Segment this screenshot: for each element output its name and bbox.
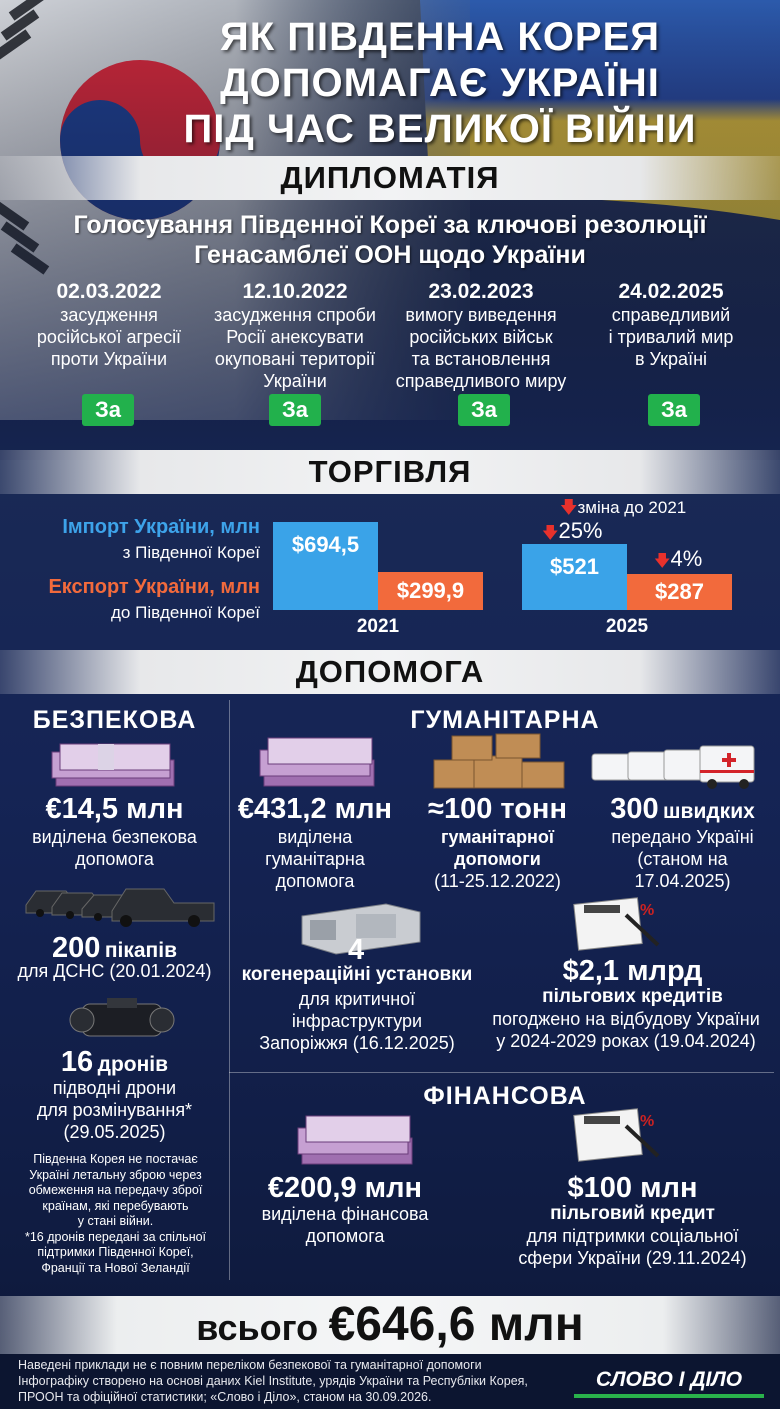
note-line: Україні летальну зброю через [29, 1167, 202, 1182]
diplomacy-subtitle [40, 210, 740, 270]
cogen-num: 4 [348, 934, 365, 966]
trade-heading: ТОРГІВЛЯ [308, 454, 472, 489]
diplomacy-heading: ДИПЛОМАТІЯ [280, 160, 500, 195]
export-sub: до Південної Кореї [111, 603, 260, 622]
vote-badge: За [82, 394, 134, 426]
import-bar [522, 544, 627, 610]
cardboard-boxes-icon [430, 730, 570, 792]
total-prefix: всього [196, 1307, 319, 1348]
vote-badge: За [269, 394, 321, 426]
vote-column [200, 280, 390, 392]
desc-line: допомоги [454, 849, 541, 869]
export-bar [627, 574, 732, 610]
credit-desc [490, 1225, 775, 1269]
diplomacy-subtitle-line: Голосування Південної Кореї за ключові резолюції [73, 211, 707, 239]
down-arrow-icon: 🡇 [560, 498, 578, 517]
vote-column [14, 280, 204, 370]
aid-heading-band [0, 650, 780, 694]
desc-line: 17.04.2025) [634, 871, 731, 891]
humanitarian-tons: ≈100 тонн [428, 793, 567, 825]
underwater-drone-icon [62, 990, 182, 1050]
security-amount-desc [0, 826, 229, 870]
desc-line: для підтримки соціальної [526, 1226, 739, 1246]
export-bar [378, 572, 483, 610]
desc-line: для критичної [298, 989, 416, 1009]
vote-badge: За [458, 394, 510, 426]
desc-line: допомога [305, 1226, 385, 1246]
drones-word: дронів [97, 1053, 169, 1076]
loans-bold: пільгових кредитів [542, 986, 723, 1007]
money-stack-icon [50, 742, 180, 790]
ambulances [590, 793, 775, 825]
footer-sources [18, 1357, 558, 1405]
vote-desc-line: вимогу виведення [405, 305, 557, 325]
import-change [542, 518, 603, 549]
footer [0, 1354, 780, 1409]
diplomacy-heading-band [0, 156, 780, 200]
vote-date: 24.02.2025 [618, 280, 724, 303]
note-line: у стані війни. [77, 1214, 154, 1228]
desc-line: виділена безпекова [32, 827, 197, 847]
diplomacy-subtitle-line: Генасамблеї ООН щодо України [194, 241, 586, 269]
note-line: країнам, які перебувають [42, 1198, 189, 1213]
tons-date: (11-25.12.2022) [434, 871, 561, 891]
desc-line: гуманітарної [441, 827, 554, 847]
humanitarian-heading: ГУМАНІТАРНА [410, 706, 600, 734]
loan-document-icon [566, 1106, 666, 1162]
bar-value-label: $694,5 [291, 532, 360, 557]
desc-line: інфраструктури [291, 1011, 423, 1031]
note-line: Південна Корея не постачає [33, 1152, 198, 1166]
title-line-1: ЯК ПІВДЕННА КОРЕЯ [219, 15, 661, 59]
import-label: Імпорт України, млн [62, 516, 260, 538]
import-bar [273, 522, 378, 610]
desc-line: виділена [277, 827, 353, 847]
cogen-bold: когенераційні установки [241, 964, 473, 985]
down-arrow-icon: 🡇 [542, 525, 559, 542]
trade-heading-band [0, 450, 780, 494]
year-label: 2021 [356, 616, 400, 637]
pickups-word: пікапів [104, 939, 177, 962]
desc-line: гуманітарна [265, 849, 365, 869]
humanitarian-amount: €431,2 млн [237, 793, 393, 825]
vote-desc-line: і тривалий мир [608, 327, 734, 347]
import-legend [10, 516, 260, 563]
desc-line: (станом на [637, 849, 728, 869]
desc-line: передано Україні [611, 827, 754, 847]
vote-date: 02.03.2022 [56, 280, 162, 303]
financial-amount-desc [240, 1203, 450, 1247]
vote-badge: За [648, 394, 700, 426]
desc-line: виділена фінансова [261, 1204, 429, 1224]
vote-desc-line: справедливого миру [395, 371, 567, 391]
vote-column [386, 280, 576, 392]
pickups-desc: для ДСНС (20.01.2024) [17, 961, 212, 981]
tons-desc [410, 826, 585, 870]
pickups-num: 200 [52, 932, 101, 964]
footer-line: Наведені приклади не є повним переліком безпекової та гуманітарної допомоги [18, 1358, 482, 1372]
note-line: підтримки Південної Кореї, [37, 1245, 194, 1259]
export-label: Експорт України, млн [48, 576, 260, 598]
down-arrow-icon: 🡇 [654, 553, 671, 570]
vote-desc-line: Росії анексувати [226, 327, 364, 347]
vote-date: 12.10.2022 [242, 280, 348, 303]
export-change-value: 4% [670, 546, 703, 571]
loans-desc [476, 1008, 776, 1052]
desc-line: допомога [75, 849, 154, 869]
ambulances-icon [588, 740, 758, 790]
section-divider [229, 1072, 774, 1073]
aid-heading: ДОПОМОГА [295, 654, 485, 689]
bar-value-label: $521 [550, 554, 599, 579]
credit-bold: пільговий кредит [550, 1203, 715, 1224]
brand-logo: СЛОВО І ДІЛО [574, 1366, 764, 1398]
desc-line: у 2024-2029 роках (19.04.2024) [496, 1031, 756, 1051]
year-label: 2025 [605, 616, 649, 637]
credit-amount: $100 млн [567, 1172, 698, 1204]
footer-line: Інфографіку створено на основі даних Kiel Institute, урядів України та Республіки Корея, [18, 1374, 528, 1388]
security-heading: БЕЗПЕКОВА [32, 706, 197, 734]
loan-document-icon [566, 895, 666, 951]
vote-desc-line: та встановлення [411, 349, 551, 369]
vote-desc-line: російських військ [409, 327, 553, 347]
money-stack-icon [258, 730, 378, 792]
note-line: *16 дронів передані за спільної [24, 1229, 207, 1244]
money-stack-icon [296, 1108, 416, 1168]
vote-desc-line: російської агресії [36, 327, 182, 347]
drones [0, 1046, 229, 1078]
vote-desc-line: окуповані території [214, 349, 376, 369]
total-amount: €646,6 млн [328, 1298, 584, 1351]
vote-desc-line: проти України [50, 349, 168, 369]
loans-amount: $2,1 млрд [562, 955, 703, 987]
svg-text:%: % [640, 1113, 655, 1130]
page-title [130, 14, 750, 152]
total-band [0, 1296, 780, 1354]
desc-line: сфери України (29.11.2024) [518, 1248, 747, 1268]
bar-value-label: $299,9 [396, 578, 465, 603]
svg-text:%: % [640, 902, 655, 919]
ambulances-num: 300 [610, 793, 659, 825]
financial-heading: ФІНАНСОВА [423, 1082, 587, 1110]
humanitarian-amount-desc [230, 826, 400, 892]
note-line: Франції та Нової Зеландії [41, 1260, 190, 1275]
vote-desc-line: України [263, 371, 327, 391]
import-change-value: 25% [558, 518, 603, 543]
vote-desc-line: засудження спроби [214, 305, 376, 325]
ambulances-desc [590, 826, 775, 892]
financial-amount: €200,9 млн [267, 1172, 423, 1204]
title-line-2: ДОПОМАГАЄ УКРАЇНІ [220, 61, 660, 105]
desc-line: допомога [275, 871, 355, 891]
drones-num: 16 [60, 1046, 94, 1078]
vote-column [576, 280, 766, 370]
vote-desc-line: в Україні [634, 349, 708, 369]
ambulances-word: швидких [663, 800, 755, 823]
export-legend [10, 576, 260, 623]
desc-line: підводні дрони [52, 1078, 177, 1098]
vote-desc-line: справедливий [611, 305, 731, 325]
security-amount: €14,5 млн [45, 793, 184, 825]
desc-line: (29.05.2025) [63, 1122, 166, 1142]
cogen-desc [232, 988, 482, 1054]
change-note-text: зміна до 2021 [577, 498, 687, 517]
bar-value-label: $287 [655, 579, 704, 604]
desc-line: для розмінування* [36, 1100, 193, 1120]
column-divider [229, 700, 230, 1280]
drones-desc [0, 1077, 229, 1143]
desc-line: погоджено на відбудову України [492, 1009, 760, 1029]
vote-date: 23.02.2023 [428, 280, 534, 303]
desc-line: Запоріжжя (16.12.2025) [259, 1033, 455, 1053]
import-sub: з Південної Кореї [122, 543, 260, 562]
security-note [8, 1152, 223, 1276]
note-line: обмеження на передачу зброї [28, 1183, 203, 1197]
footer-line: ПРООН та офіційної статистики; «Слово і Діло», станом на 30.09.2026. [18, 1390, 432, 1404]
vote-desc-line: засудження [60, 305, 158, 325]
title-line-3: ПІД ЧАС ВЕЛИКОЇ ВІЙНИ [183, 107, 697, 151]
pickup-trucks-icon [22, 877, 217, 927]
export-change [654, 546, 702, 577]
